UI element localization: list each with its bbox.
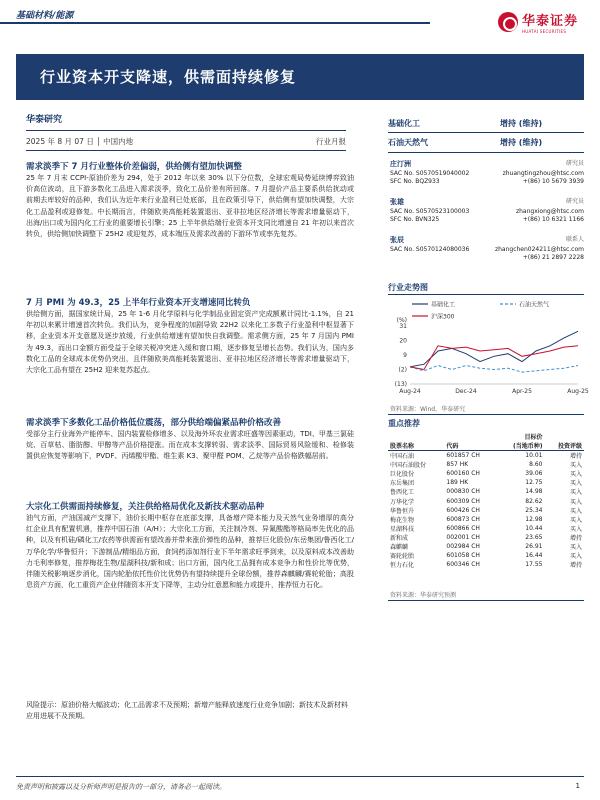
analyst-phone: +(86) 10 5679 3939 <box>522 178 584 185</box>
risk-warning: 风险提示：原油价格大幅波动；化工品需求不及预期；新增产能释放速度行业竞争加剧；新技术及新材料应用进展不及预期。 <box>26 701 348 720</box>
header-bar <box>0 0 600 48</box>
series-line-2 <box>410 346 578 370</box>
section-body-2: 供给侧方面，据国家统计局，25 年 1-6 月化学原料与化学制品业固定资产完成额累计同比-1.1%，自 21 年初以来累计增速首次转负。我们认为，竞争程度的加剧导致 22H2 以来化工多数子行业盈利中枢显著下移，企业资本开支意愿及逐步放缓，行业供给增速有望加快自我调整。需求侧方面，25 年 7 月国内 PMI 为 49.3，而出口金额方面受益于全球关税冲突进入缓和窗口期，逐步修复呈增长态势。我们认为，国内多数化工品的全球成本优势仍突出，且伴随欧美高能耗装置退出、亚非拉地区经济增长等需求增量驱动下，大宗化工品有望在 25H2 迎来复苏起点。 <box>26 310 354 375</box>
target-price: 25.34 <box>525 506 543 514</box>
table-header-row <box>388 432 584 441</box>
stock-name: 恒力石化 <box>390 562 415 570</box>
stock-rating: 买入 <box>569 553 582 561</box>
stock-rating: 增持 <box>569 562 582 570</box>
stock-code: 600426 CH <box>446 506 480 514</box>
stock-code: 600873 CH <box>446 515 480 523</box>
y-tick-label: 20 <box>399 337 407 345</box>
stock-rating: 买入 <box>569 543 582 551</box>
stock-name: 东岳集团 <box>390 480 415 488</box>
section-title-2: 7 月 PMI 为 49.3，25 上半年行业资本开支增速同比转负 <box>26 298 251 308</box>
stock-name: 巨化股份 <box>390 471 415 479</box>
logo-en-text: HUATAI SECURITIES <box>522 29 567 34</box>
analyst-block <box>390 160 584 187</box>
legend-label: 基础化工 <box>431 301 456 309</box>
analyst-phone: +(86) 10 6321 1166 <box>522 216 584 223</box>
meta-divider <box>26 130 346 131</box>
analyst-role: 研究员 <box>565 198 584 205</box>
legend-label: 石油天然气 <box>519 301 550 309</box>
company-logo <box>498 10 578 34</box>
recommend-bottom-divider <box>388 600 584 601</box>
logo-mark-icon <box>498 12 518 32</box>
analyst-role: 联系人 <box>565 236 584 243</box>
logo-cn-text: 华泰证券 <box>522 14 579 29</box>
stock-name: 新和成 <box>390 534 409 542</box>
analyst-email[interactable]: zhuangtingzhou@htsc.com <box>502 169 584 177</box>
stock-rating: 增持 <box>569 534 582 542</box>
target-price: 8.60 <box>529 461 543 469</box>
trend-bottom-divider <box>388 414 584 415</box>
x-tick-label: Dec-24 <box>455 388 477 395</box>
rating-value: 增持 (维持) <box>500 119 543 128</box>
footer-disclaimer: 免责声明和披露以及分析师声明是报告的一部分，请务必一起阅读。 <box>16 783 226 791</box>
stock-name: 华鲁恒升 <box>390 507 415 515</box>
rating-industry: 基础化工 <box>388 119 420 128</box>
stock-name: 鲁西化工 <box>390 489 415 497</box>
section-body-1: 25 年 7 月末 CCPI-原油价差为 294，处于 2012 年以来 30% 以下分位数，全球宏观局势延续博弈致油价高位波动，且下游多数化工品进入需求淡季，致化工品价差有所回落。7 月提价产品主要系供给扰动或前期去库较好的品种，我们认为近年来行业盈利已处底部，且在政策引导下，供给侧有望加快调整，大宗化工品盈利或迎修复。中长期而言，伴随欧美高能耗装置退出、亚非拉地区经济增长等需求增量驱动下，出海/出口或为国内化工行业的重要增长引擎；25 上半年供给端行业资本开支同比增速自 21 年初以来首次转负，供给侧加快调整下 25H2 或迎复苏，成本端压及需求改善的下游环节或率先复苏。 <box>26 174 354 239</box>
table-row <box>388 478 584 487</box>
table-header: 代码 <box>446 443 459 451</box>
report-type: 行业月报 <box>316 137 346 146</box>
stock-code: 600346 CH <box>446 561 480 569</box>
table-row <box>388 496 584 505</box>
table-header: 股票名称 <box>390 443 415 451</box>
target-price: 17.55 <box>525 561 543 569</box>
analyst-sfc: SFC No. BVN325 <box>390 216 440 223</box>
analyst-phone: +(86) 21 2897 2228 <box>522 254 584 261</box>
x-tick-label: Aug-25 <box>567 388 589 395</box>
stock-rating: 买入 <box>569 516 582 524</box>
series-line-1 <box>410 366 578 373</box>
title-banner <box>16 54 584 100</box>
header-divider <box>0 22 430 24</box>
stock-code: 189 HK <box>446 479 469 487</box>
stock-rating: 买入 <box>569 525 582 533</box>
stock-name: 星湖科技 <box>390 525 415 533</box>
report-category: 基础材料/能源 <box>16 11 74 21</box>
table-header: 目标价 <box>524 434 543 442</box>
analyst-sfc: SFC No. BQZ933 <box>390 178 440 185</box>
org-name: 华泰研究 <box>26 115 63 125</box>
section-body-4: 油气方面，产油国减产支撑下，油价长期中枢存在底部支撑，具备增产降本能力及天然气业务增厚的高分红企业具有配置机遇，推荐中国石油（A/H）；大宗化工方面，关注制冷剂、异氰酸酯等格局率先优化的品种，以及有机硅/磷化工/农药等供需面有望改善并带来涨价弹性的品种，推荐巨化股份/东岳集团/鲁西化工/万华化学/华鲁恒升；下游制品/精细品方面，食饲药添加剂行业下半年需求旺季到来，以及原料成本改善助力毛利率修复，推荐梅花生物/星湖科技/新和成；出口方面，国内化工品拥有成本竞争力和性价比等优势，伴随关税影响逐步消化，国内轮胎依托性价比优势仍有望持续提升全球份额，推荐森麒麟/赛轮轮胎；高股息资产方面，化工重资产企业伴随资本开支下降等，主动分红意愿和能力或提升，推荐恒力石化。 <box>26 514 354 590</box>
rating-divider <box>388 132 584 133</box>
stock-name: 梅花生物 <box>390 516 415 524</box>
stock-rating: 买入 <box>569 507 582 515</box>
report-title: 行业资本开支降速，供需面持续修复 <box>40 68 297 86</box>
report-region: 中国内地 <box>103 137 134 146</box>
x-tick-label: Apr-25 <box>512 388 532 395</box>
analyst-name: 庄汀洲 <box>390 160 411 168</box>
target-price: 12.75 <box>525 479 543 487</box>
trend-source: 资料来源：Wind，华泰研究 <box>390 406 466 413</box>
table-header <box>544 432 584 441</box>
table-row <box>388 533 584 542</box>
analyst-block <box>390 236 584 263</box>
legend-label: 沪深300 <box>431 313 455 321</box>
stock-code: 600160 CH <box>446 470 480 478</box>
stock-name: 中国石油股份 <box>390 462 427 470</box>
table-row <box>388 460 584 469</box>
stock-code: 600309 CH <box>446 497 480 505</box>
target-price: 10.44 <box>525 524 543 532</box>
x-tick-label: Aug-24 <box>399 388 421 395</box>
rating-value: 增持 (维持) <box>500 138 543 147</box>
trend-chart <box>388 296 589 402</box>
stock-code: 000830 CH <box>446 488 480 496</box>
stock-name: 森麒麟 <box>390 543 409 551</box>
section-title-1: 需求淡季下 7 月行业整体价差偏弱，供给侧有望加快调整 <box>26 162 242 172</box>
recommend-title: 重点推荐 <box>388 419 420 428</box>
table-row <box>388 487 584 496</box>
table-header <box>388 432 444 441</box>
stock-rating: 买入 <box>569 480 582 488</box>
table-row <box>388 524 584 533</box>
page-number: 1 <box>575 782 580 790</box>
table-row <box>388 469 584 478</box>
section-body-3: 受部分主行业海外产能停车、国内装置检修增多、以及海外环农业需求旺盛等因素驱动，TDI、甲基三氯硅烷、百草枯、脂肪醇、甲醇等产品价格提涨。而在成本支撑转弱、需求淡季、国际贸易风险缓和、检修装置供应恢复等影响下，PVDF、丙烯酸甲酯、维生素 K3、聚甲醛 POM、乙烷等产品价格跌幅居前。 <box>26 430 354 461</box>
y-tick-label: 31 <box>399 323 407 330</box>
stock-rating: 买入 <box>569 498 582 506</box>
analyst-sac: SAC No. S0570124080036 <box>390 245 470 253</box>
analyst-role: 研究员 <box>565 160 584 167</box>
analyst-email[interactable]: zhangxiong@htsc.com <box>515 207 584 215</box>
analyst-block <box>390 198 584 225</box>
target-price: 12.98 <box>525 515 543 523</box>
target-price: 39.06 <box>525 470 543 478</box>
table-row <box>388 560 584 569</box>
analyst-sac: SAC No. S0570519040002 <box>390 169 470 177</box>
stock-rating: 买入 <box>569 489 582 497</box>
stock-name: 万华化学 <box>390 498 415 506</box>
analyst-sac: SAC No. S0570523100003 <box>390 207 470 215</box>
footer-divider <box>16 776 584 777</box>
section-title-3: 需求淡季下多数化工品价格低位震荡，部分供给端偏紧品种价格改善 <box>26 418 282 428</box>
analyst-name: 张辰 <box>390 236 404 244</box>
stock-rating: 买入 <box>569 471 582 479</box>
table-row <box>388 506 584 515</box>
y-tick-label: 9 <box>403 352 407 359</box>
target-price: 10.01 <box>525 452 543 460</box>
rating-divider <box>388 152 584 153</box>
org-row <box>26 112 346 125</box>
target-price: 23.65 <box>525 533 543 541</box>
report-date: 2025 年 8 月 07 日 <box>26 137 94 146</box>
recommend-table <box>388 432 584 569</box>
y-axis-label: (%) <box>396 317 407 324</box>
stock-code: 002001 CH <box>446 533 480 541</box>
table-header: (当地币种) <box>512 443 543 451</box>
table-row <box>388 542 584 551</box>
recommend-source: 资料来源：华泰研究预测 <box>390 592 457 599</box>
stock-rating: 买入 <box>569 462 582 470</box>
table-header: 投资评级 <box>557 443 582 451</box>
rating-industry: 石油天然气 <box>388 138 428 147</box>
table-row <box>388 551 584 560</box>
stock-code: 600866 CH <box>446 524 480 532</box>
target-price: 26.91 <box>525 542 543 550</box>
stock-name: 赛轮轮胎 <box>390 553 415 561</box>
analyst-name: 张雄 <box>390 198 404 206</box>
table-header-row <box>388 441 584 451</box>
dateline-divider <box>26 150 346 151</box>
trend-divider <box>388 294 584 295</box>
target-price: 14.98 <box>525 488 543 496</box>
target-price: 82.62 <box>525 497 543 505</box>
stock-code: 002984 CH <box>446 542 480 550</box>
series-line-0 <box>410 331 578 367</box>
dateline: 2025 年 8 月 07 日 │ 中国内地 行业月报 <box>26 137 346 146</box>
stock-code: 601058 CH <box>446 552 480 560</box>
y-tick-label: (13) <box>394 381 407 388</box>
analyst-email[interactable]: zhangchen024211@htsc.com <box>494 245 584 253</box>
table-row <box>388 451 584 461</box>
trend-title: 行业走势图 <box>388 283 428 292</box>
table-header <box>444 432 497 441</box>
stock-code: 601857 CH <box>446 452 480 460</box>
target-price: 16.44 <box>525 552 543 560</box>
y-tick-label: (2) <box>398 366 407 374</box>
table-row <box>388 515 584 524</box>
section-title-4: 大宗化工供需面持续修复，关注供给格局优化及新技术驱动品种 <box>26 502 265 512</box>
stock-code: 857 HK <box>446 461 469 469</box>
stock-name: 中国石油 <box>390 453 415 461</box>
stock-rating: 增持 <box>569 453 582 461</box>
